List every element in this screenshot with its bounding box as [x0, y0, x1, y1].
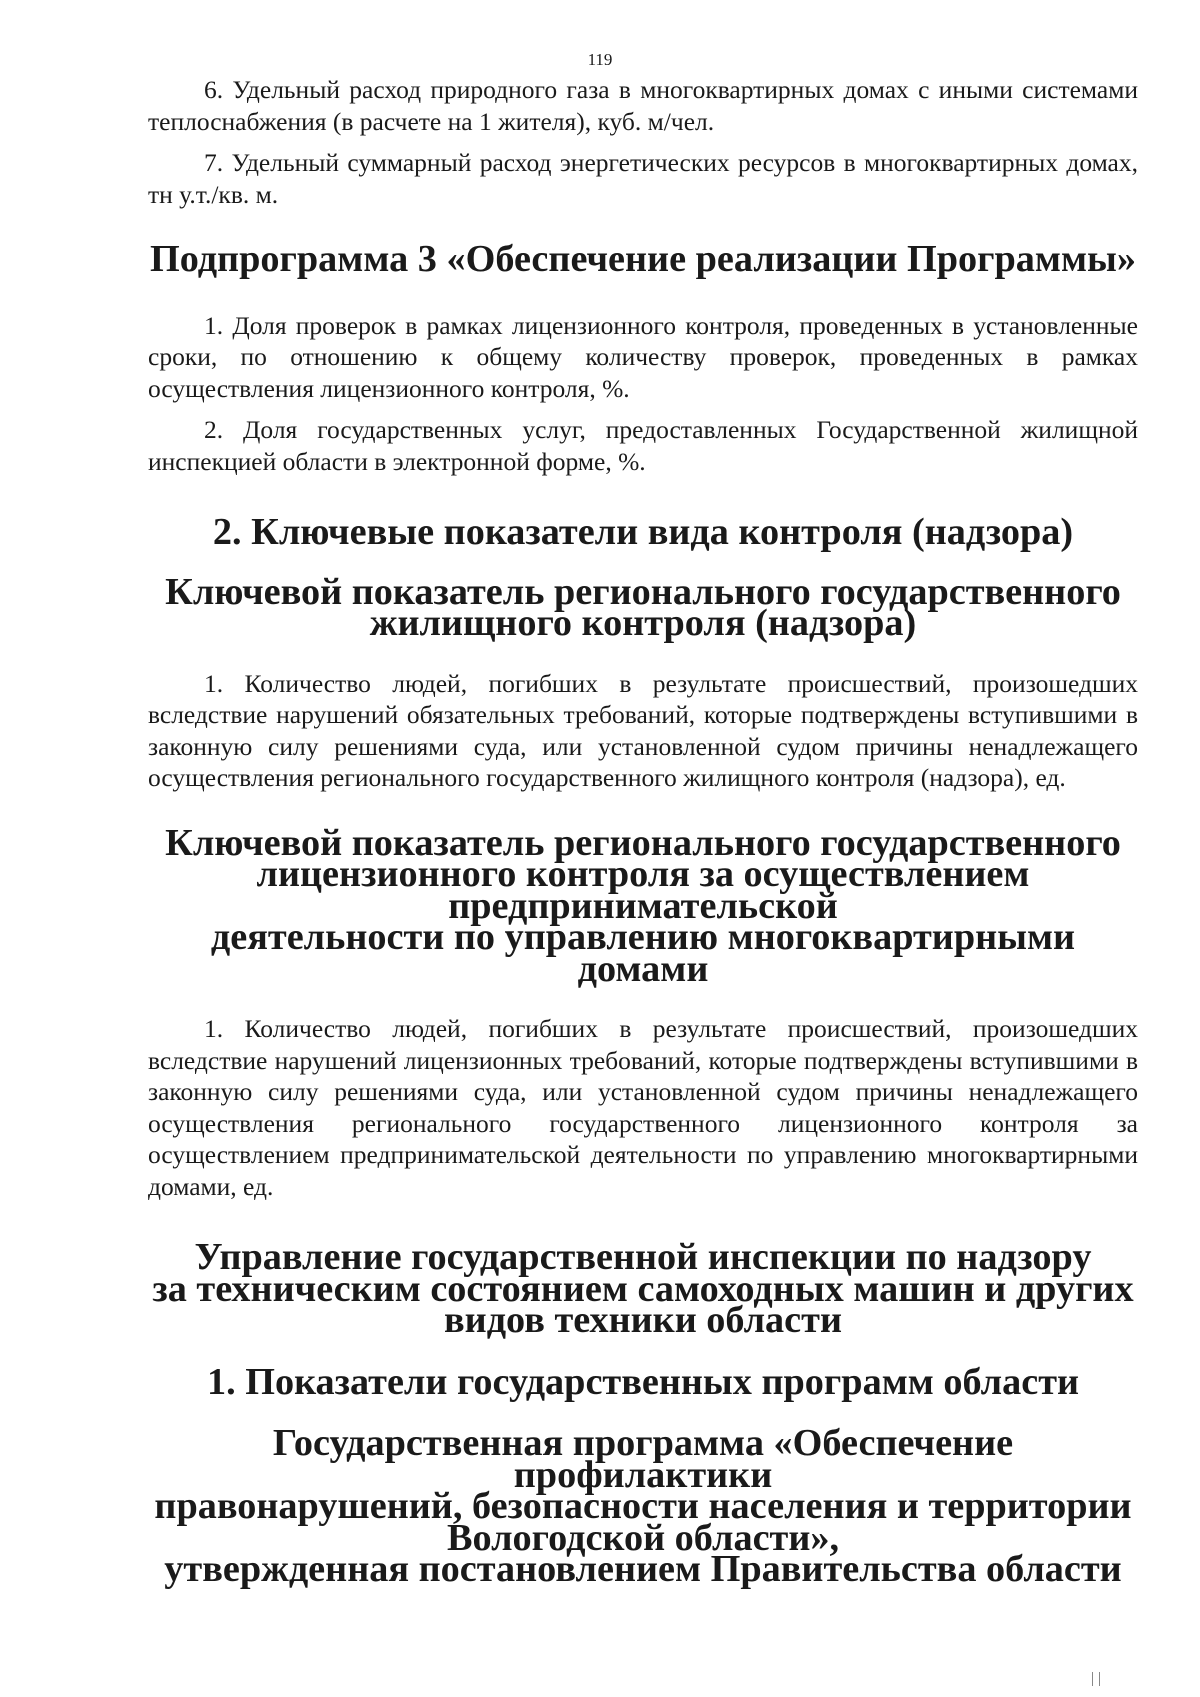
paragraph-housing-deaths: 1. Количество людей, погибших в результате происшествий, произошедших вследствие нарушений обязательных требований, которые подтверждены вступившими в законную силу решениями суда, или установленной судом причины ненадлежащего осуществления регионального государственного жилищного контроля (надзора), ед.: [148, 668, 1138, 792]
paragraph-electronic-services: 2. Доля государственных услуг, предоставленных Государственной жилищной инспекцией области в электронной форме, %.: [148, 415, 1138, 476]
heading-line: видов техники области: [444, 1299, 842, 1341]
heading-licensing-control: [148, 821, 1138, 990]
heading-machinery-inspection: [148, 1236, 1138, 1341]
paragraph-licensing-deaths: 1. Количество людей, погибших в результате происшествий, произошедших вследствие нарушений лицензионных требований, которые подтверждены вступившими в законную силу решениями суда, или установленной судом причины ненадлежащего осуществления регионального государственного лицензионного контроля за осуществлением предпринимательской деятельности по управлению многоквартирными домами, ед.: [148, 1014, 1138, 1201]
heading-line: утвержденная постановлением Правительства области: [164, 1548, 1122, 1590]
heading-line: лицензионного контроля за осуществлением предпринимательской: [256, 853, 1030, 927]
heading-line: правонарушений, безопасности населения и территории: [154, 1485, 1132, 1527]
heading-key-indicators: [148, 511, 1138, 553]
heading-state-program-title: [148, 1422, 1138, 1590]
document-body: [148, 74, 1138, 1590]
heading-state-program-indicators: [148, 1360, 1138, 1403]
heading-line: Ключевой показатель регионального государственного: [165, 821, 1121, 864]
heading-line: Вологодской области»,: [446, 1516, 840, 1559]
paragraph-gas-consumption: 6. Удельный расход природного газа в многоквартирных домах с иными системами теплоснабжения (в расчете на 1 жителя), куб. м/чел.: [148, 75, 1138, 136]
heading-subprogram-3: [148, 238, 1138, 280]
heading-line: за техническим состоянием самоходных машин и других: [152, 1267, 1134, 1310]
heading-line: деятельности по управлению многоквартирными домами: [210, 916, 1076, 990]
scan-margin-mark: [1092, 1672, 1100, 1686]
paragraph-energy-consumption: 7. Удельный суммарный расход энергетических ресурсов в многоквартирных домах, тн у.т./кв. м.: [148, 148, 1138, 209]
heading-line: Управление государственной инспекции по надзору: [194, 1236, 1092, 1278]
paragraph-license-checks: 1. Доля проверок в рамках лицензионного контроля, проведенных в установленные сроки, по отношению к общему количеству проверок, проведенных в рамках осуществления лицензионного контроля, %.: [148, 310, 1138, 403]
heading-line: 2. Ключевые показатели вида контроля (надзора): [212, 511, 1074, 553]
heading-line: жилищного контроля (надзора): [369, 602, 917, 644]
heading-line: Ключевой показатель регионального государственного: [165, 570, 1121, 613]
heading-line: 1. Показатели государственных программ области: [206, 1360, 1080, 1403]
heading-housing-control: [148, 570, 1138, 644]
heading-line: Подпрограмма 3 «Обеспечение реализации Программы»: [149, 238, 1137, 280]
page-number: 119: [587, 50, 613, 69]
heading-line: Государственная программа «Обеспечение профилактики: [272, 1422, 1014, 1496]
